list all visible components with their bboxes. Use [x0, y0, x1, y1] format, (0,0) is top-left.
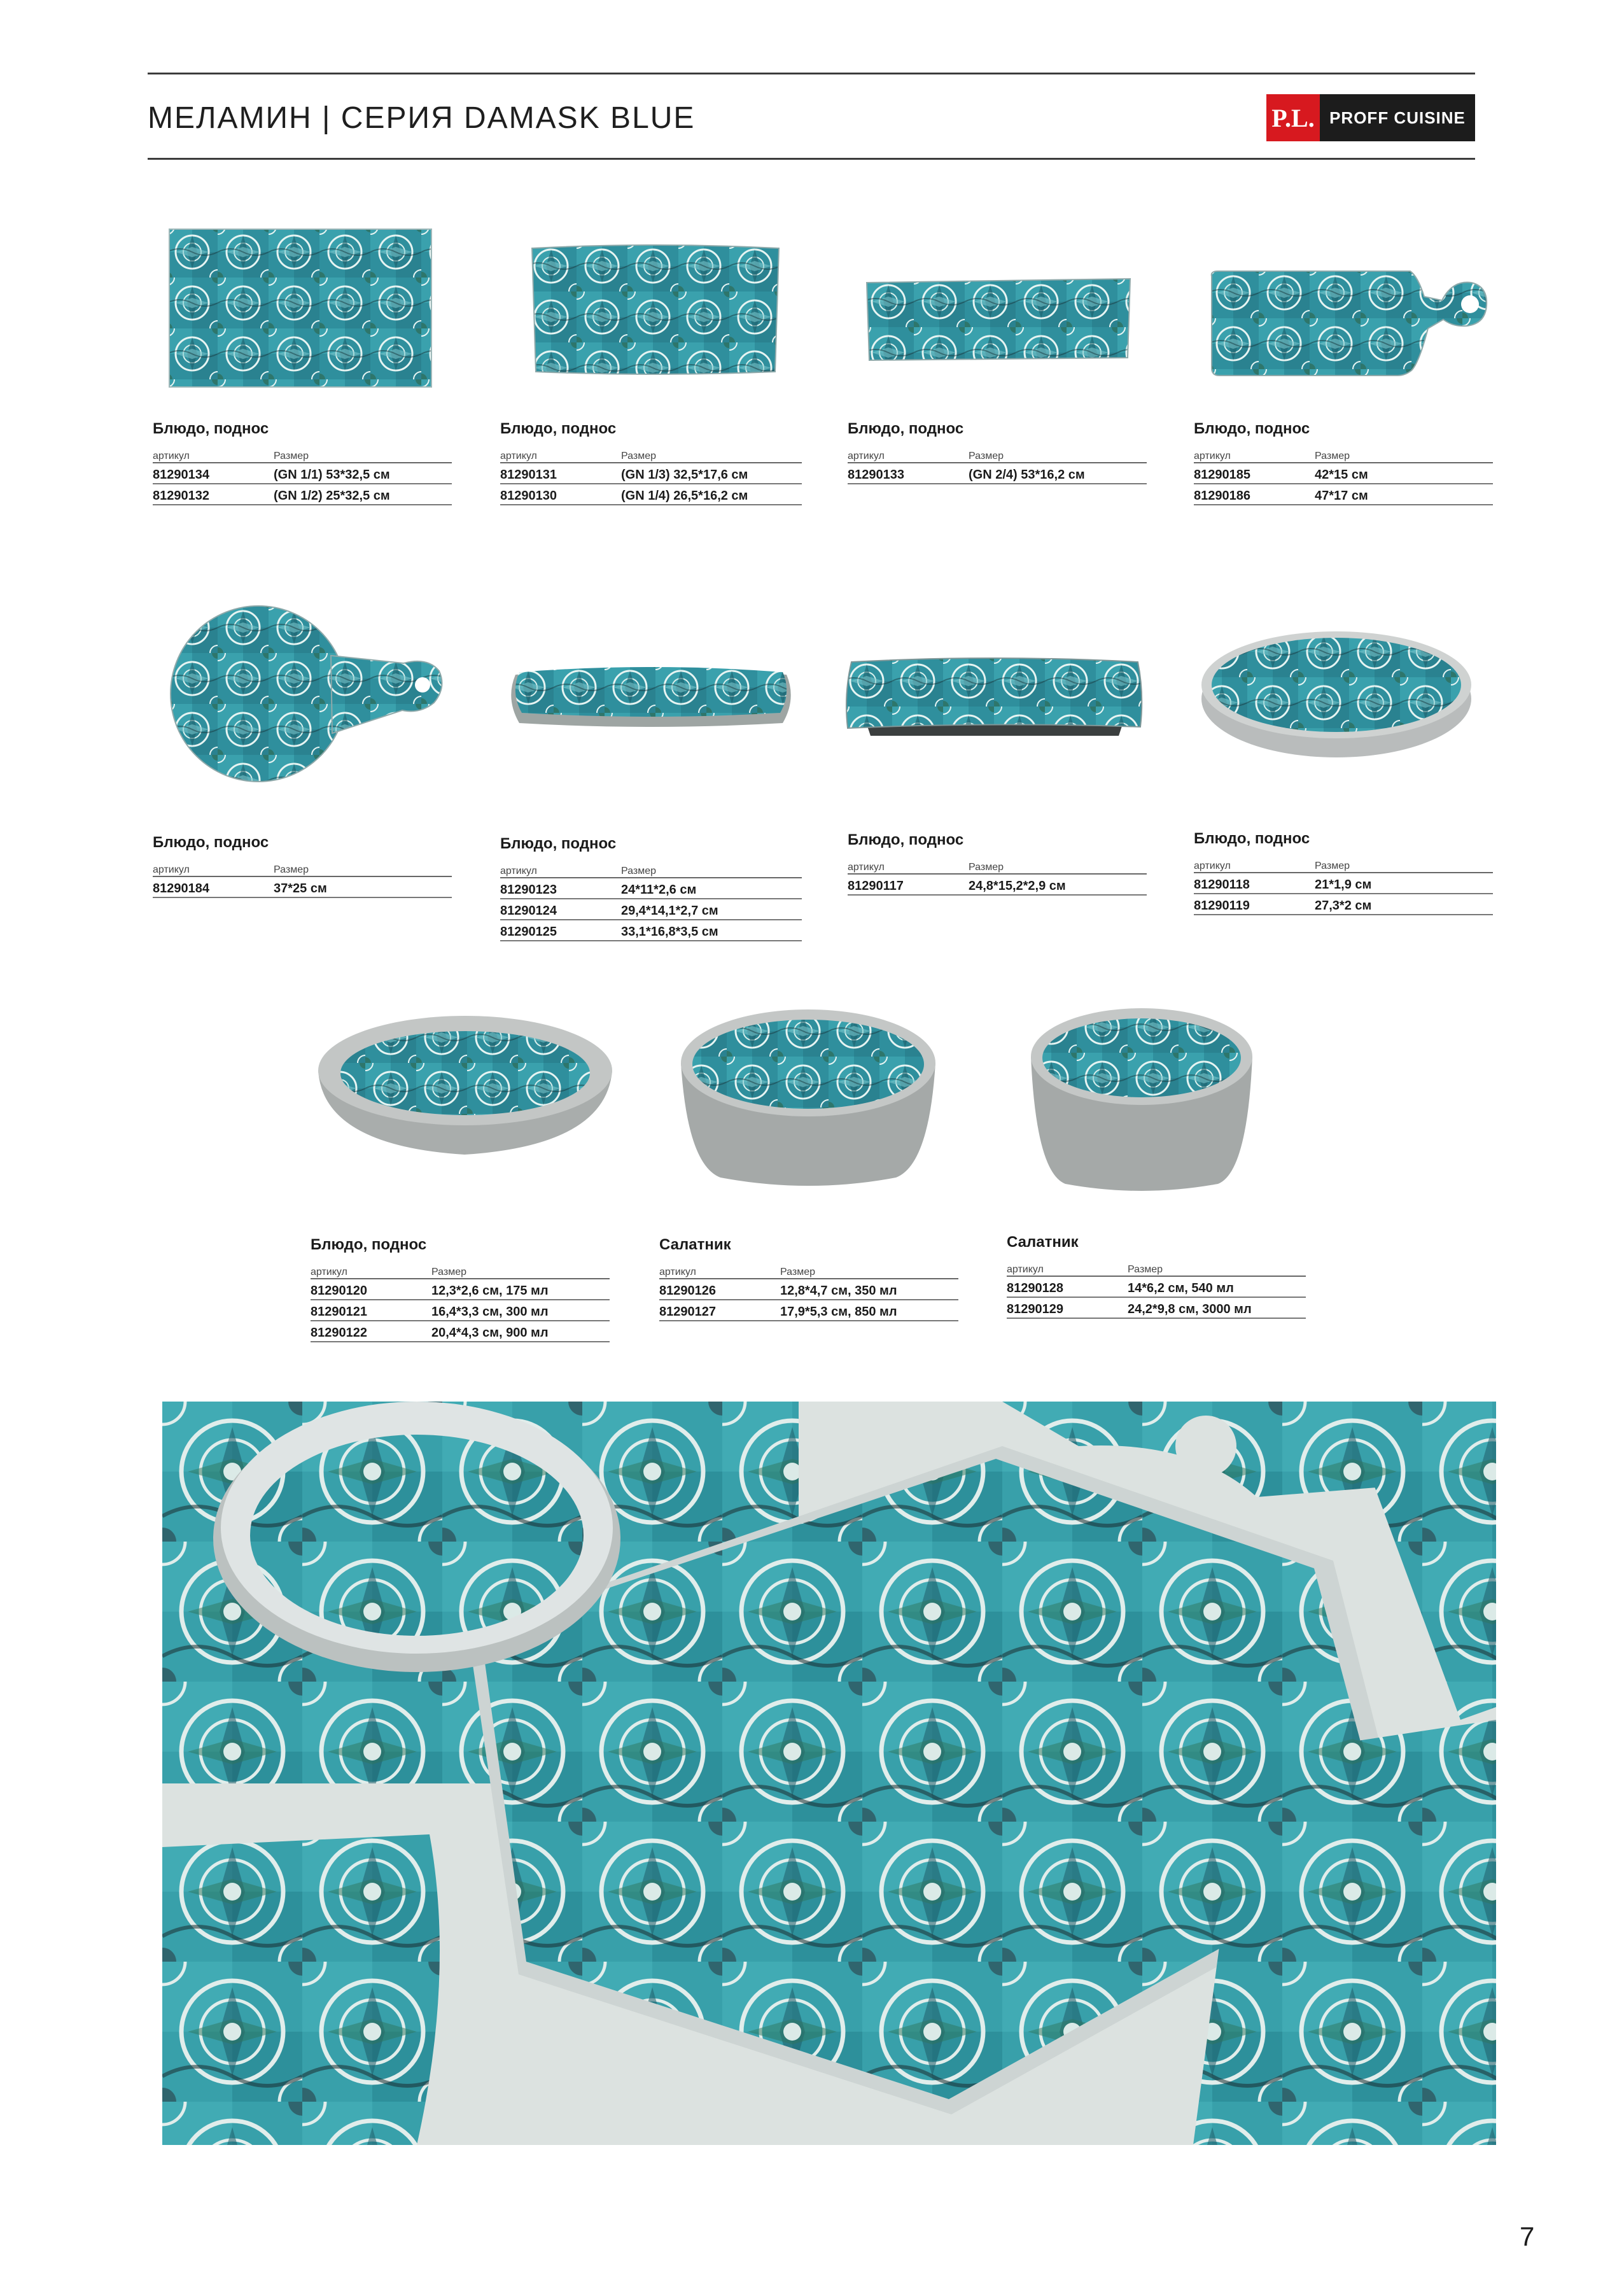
logo-text: PROFF CUISINE — [1320, 94, 1475, 141]
spec-row: 81290122 20,4*4,3 см, 900 мл — [311, 1321, 610, 1342]
product-image-salad-bowl-deep — [1026, 1002, 1257, 1199]
spec-table: артикул Размер 81290120 12,3*2,6 см, 175 мл 81290121 16,4*3,3 см, 300 мл 81290122 20,4*4,3 см, 900 мл — [311, 1262, 610, 1342]
product-image-paddle-board — [1208, 267, 1490, 382]
spec-row: 81290184 37*25 см — [153, 877, 452, 898]
spec-table: артикул Размер 81290133 (GN 2/4) 53*16,2 см — [848, 446, 1147, 484]
product-title: Блюдо, поднос — [848, 831, 964, 848]
spec-row: 81290134 (GN 1/1) 53*32,5 см — [153, 463, 452, 484]
spec-table: артикул Размер 81290118 21*1,9 см 81290119 27,3*2 см — [1194, 855, 1493, 915]
spec-table: артикул Размер 81290185 42*15 см 81290186 47*17 см — [1194, 446, 1493, 505]
product-image-gn-tray-third — [526, 241, 785, 381]
product-title: Салатник — [1007, 1234, 1079, 1251]
spec-row: 81290120 12,3*2,6 см, 175 мл — [311, 1279, 610, 1300]
product-image-gn-tray-large — [167, 227, 434, 390]
product-title: Блюдо, поднос — [153, 834, 269, 851]
top-rule — [148, 73, 1475, 74]
lifestyle-photo — [162, 1402, 1496, 2145]
page-number: 7 — [1520, 2221, 1535, 2251]
product-title: Салатник — [659, 1236, 731, 1253]
sku-header: артикул — [153, 451, 190, 461]
spec-table: артикул Размер 81290184 37*25 см — [153, 859, 452, 898]
header-rule — [148, 158, 1475, 160]
spec-row: 81290133 (GN 2/4) 53*16,2 см — [848, 463, 1147, 484]
product-image-gn-tray-long — [863, 276, 1134, 363]
spec-row: 81290186 47*17 см — [1194, 484, 1493, 505]
product-title: Блюдо, поднос — [1194, 420, 1310, 437]
spec-row: 81290123 24*11*2,6 см — [500, 878, 802, 899]
product-title: Блюдо, поднос — [500, 420, 617, 437]
spec-row: 81290132 (GN 1/2) 25*32,5 см — [153, 484, 452, 505]
product-title: Блюдо, поднос — [311, 1236, 427, 1253]
product-title: Блюдо, поднос — [1194, 830, 1310, 847]
spec-row: 81290130 (GN 1/4) 26,5*16,2 см — [500, 484, 802, 505]
brand-logo — [1266, 94, 1475, 141]
spec-row: 81290131 (GN 1/3) 32,5*17,6 см — [500, 463, 802, 484]
spec-row: 81290119 27,3*2 см — [1194, 894, 1493, 915]
spec-row: 81290121 16,4*3,3 см, 300 мл — [311, 1300, 610, 1321]
product-title: Блюдо, поднос — [500, 835, 617, 852]
spec-row: 81290124 29,4*14,1*2,7 см — [500, 899, 802, 920]
spec-table: артикул Размер 81290131 (GN 1/3) 32,5*17,6 см 81290130 (GN 1/4) 26,5*16,2 см — [500, 446, 802, 505]
spec-row: 81290126 12,8*4,7 см, 350 мл — [659, 1279, 958, 1300]
spec-table — [153, 446, 452, 505]
product-title: Блюдо, поднос — [153, 420, 269, 437]
spec-row: 81290185 42*15 см — [1194, 463, 1493, 484]
product-image-rect-dish — [503, 662, 799, 732]
spec-table: артикул Размер 81290128 14*6,2 см, 540 мл 81290129 24,2*9,8 см, 3000 мл — [1007, 1259, 1306, 1319]
page-title: МЕЛАМИН | СЕРИЯ DAMASK BLUE — [148, 101, 696, 135]
product-image-salad-bowl-medium — [676, 1006, 941, 1194]
product-image-shallow-bowl — [314, 1012, 616, 1162]
spec-row: 81290127 17,9*5,3 см, 850 мл — [659, 1300, 958, 1321]
logo-mark: P.L. — [1266, 94, 1320, 141]
spec-row: 81290125 33,1*16,8*3,5 см — [500, 920, 802, 941]
spec-table: артикул Размер 81290123 24*11*2,6 см 81290124 29,4*14,1*2,7 см 81290125 33,1*16,8*3,5 см — [500, 861, 802, 941]
spec-row: 81290117 24,8*15,2*2,9 см — [848, 875, 1147, 896]
product-image-round-plate — [1196, 626, 1476, 760]
spec-row: 81290129 24,2*9,8 см, 3000 мл — [1007, 1298, 1306, 1319]
spec-row: 81290118 21*1,9 см — [1194, 873, 1493, 894]
spec-row: 81290128 14*6,2 см, 540 мл — [1007, 1277, 1306, 1298]
spec-table: артикул Размер 81290126 12,8*4,7 см, 350 мл 81290127 17,9*5,3 см, 850 мл — [659, 1262, 958, 1321]
product-title: Блюдо, поднос — [848, 420, 964, 437]
product-image-raised-tray — [841, 656, 1148, 745]
spec-table: артикул Размер 81290117 24,8*15,2*2,9 см — [848, 857, 1147, 896]
product-image-round-paddle — [167, 602, 445, 787]
size-header: Размер — [274, 451, 309, 461]
